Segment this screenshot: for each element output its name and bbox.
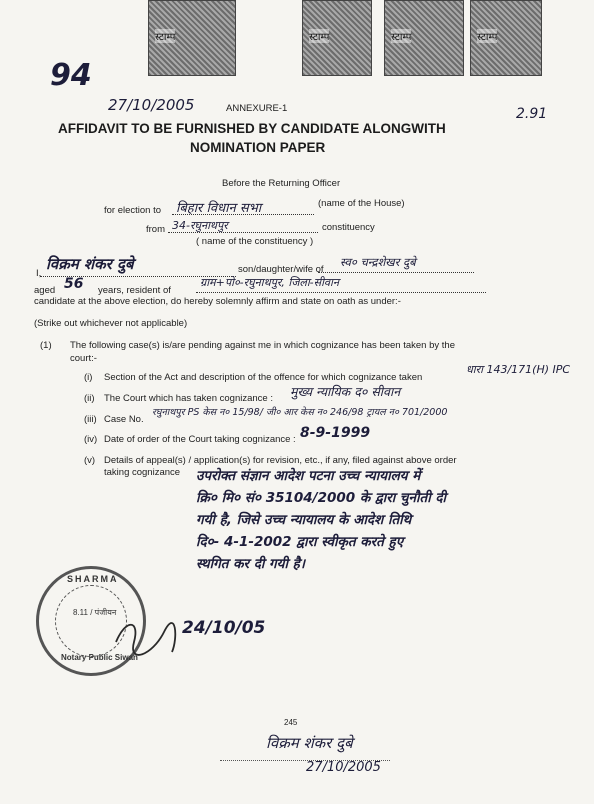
years-resident-label: years, resident of xyxy=(98,285,171,296)
dotted-line xyxy=(168,232,318,233)
address-value: ग्राम+पो०-रघुनाथपुर, जिला-सीवान xyxy=(200,276,339,289)
i-label: I, xyxy=(36,268,42,279)
father-name: स्व० चन्द्रशेखर दुबे xyxy=(340,255,416,269)
marginal-number: 94 xyxy=(50,58,92,93)
document-subtitle: NOMINATION PAPER xyxy=(190,140,326,155)
dotted-line xyxy=(318,272,474,273)
stamp-label: स्टाम्प xyxy=(477,29,497,43)
handwritten-line: दि०- 4-1-2002 द्वारा स्वीकृत करते हुए xyxy=(196,534,404,550)
notary-signature xyxy=(112,612,182,662)
annexure-label: ANNEXURE-1 xyxy=(226,103,288,114)
revenue-stamp xyxy=(302,0,372,76)
item-text: The following case(s) is/are pending against me in which cognizance has been taken by the xyxy=(70,340,455,351)
constituency-value: 34-रघुनाथपुर xyxy=(172,219,228,232)
stamp-strip xyxy=(140,0,570,78)
handwritten-line: स्थगित कर दी गयी है। xyxy=(196,556,305,572)
revenue-stamp xyxy=(384,0,464,76)
name-of-constituency-label: ( name of the constituency ) xyxy=(196,236,314,247)
candidate-signature: विक्रम शंकर दुबे xyxy=(266,734,353,752)
relation-label: son/daughter/wife of xyxy=(238,264,324,275)
election-value: बिहार विधान सभा xyxy=(176,201,262,216)
age-value: 56 xyxy=(64,276,84,292)
revenue-stamp xyxy=(470,0,542,76)
row-number: (ii) xyxy=(84,393,95,404)
row-value: धारा 143/171(H) IPC xyxy=(466,363,571,376)
aged-label: aged xyxy=(34,285,56,296)
seal-bottom-text: Notary Public Siwan xyxy=(61,653,138,662)
row-label-cont: taking cognizance xyxy=(104,467,181,478)
row-label: Details of appeal(s) / application(s) for revision, etc., if any, filed against above order xyxy=(104,455,457,466)
handwritten-line: क्रि० मि० सं० 35104/2000 के द्वारा चुनौती दी xyxy=(196,490,447,506)
row-value: मुख्य न्यायिक द० सीवान xyxy=(290,384,401,399)
row-label: Date of order of the Court taking cognizance : xyxy=(104,434,296,445)
stamp-label: स्टाम्प xyxy=(391,29,411,43)
before-returning-officer: Before the Returning Officer xyxy=(222,178,341,189)
seal-middle-text: 8.11 / पंजीयन xyxy=(73,608,117,617)
stamp-label: स्टाम्प xyxy=(309,29,329,43)
item-text-cont: court:- xyxy=(70,353,97,364)
row-value: 8-9-1999 xyxy=(300,425,371,441)
seal-top-text: SHARMA xyxy=(67,574,119,584)
revenue-stamp xyxy=(148,0,236,76)
stamp-number: 2.91 xyxy=(516,106,548,122)
candidate-signature-date: 27/10/2005 xyxy=(306,760,381,775)
handwritten-line: उपरोक्त संज्ञान आदेश पटना उच्च न्यायालय में xyxy=(196,468,421,484)
row-number: (iii) xyxy=(84,414,97,425)
handwritten-line: गयी है, जिसे उच्च न्यायालय के आदेश तिथि xyxy=(196,512,412,528)
row-value: रघुनाथपुर PS केस न० 15/98/ जी० आर केस न० 246/98 ट्रायल न० 701/2000 xyxy=(152,407,448,418)
constituency-label: constituency xyxy=(322,222,375,233)
candidate-name: विक्रम शंकर दुबे xyxy=(46,255,134,273)
signature-date: 24/10/05 xyxy=(182,618,266,638)
from-label: from xyxy=(146,224,165,235)
for-election-label: for election to xyxy=(104,205,162,216)
row-number: (v) xyxy=(84,455,96,466)
marginal-date: 27/10/2005 xyxy=(108,96,195,114)
affirm-line: candidate at the above election, do hereby solemnly affirm and state on oath as under:- xyxy=(34,296,401,307)
row-label: The Court which has taken cognizance : xyxy=(104,393,273,404)
dotted-line xyxy=(196,292,486,293)
row-label: Case No. xyxy=(104,414,144,425)
document-title: AFFIDAVIT TO BE FURNISHED BY CANDIDATE ALONGWITH xyxy=(58,121,446,136)
row-number: (i) xyxy=(84,372,93,383)
row-number: (iv) xyxy=(84,434,98,445)
strike-note: (Strike out whichever not applicable) xyxy=(34,318,188,329)
item-number: (1) xyxy=(40,340,52,351)
name-of-house-label: (name of the House) xyxy=(318,198,405,209)
row-label: Section of the Act and description of the offence for which cognizance taken xyxy=(104,372,423,383)
dotted-line xyxy=(172,214,314,215)
page-number: 245 xyxy=(284,718,298,727)
stamp-label: स्टाम्प xyxy=(155,29,175,43)
